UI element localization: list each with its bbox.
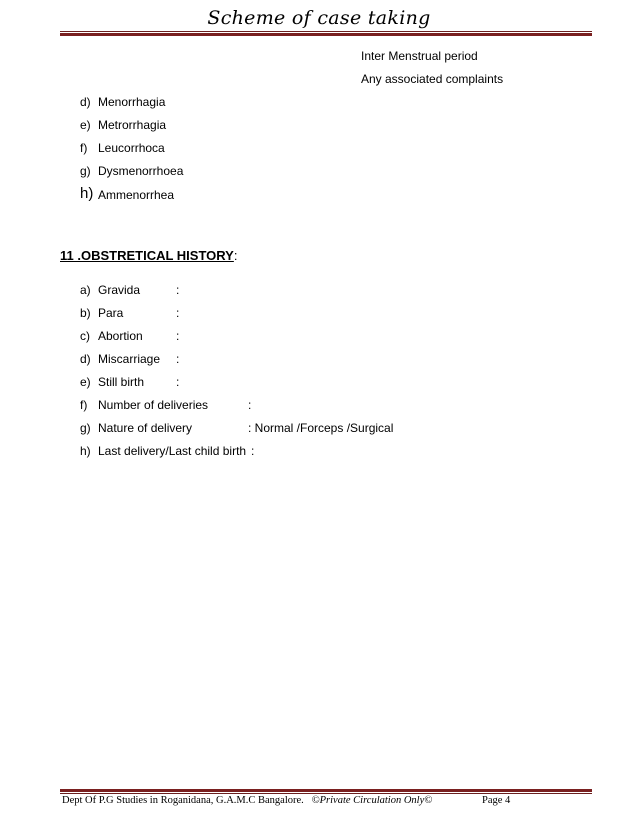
field-colon: :: [176, 283, 180, 297]
list-marker: f): [80, 141, 88, 155]
list-marker: b): [80, 306, 91, 320]
list-marker: d): [80, 95, 91, 109]
list-item: Menorrhagia: [98, 95, 166, 109]
list-item: Ammenorrhea: [98, 188, 175, 202]
inter-menstrual-period: Inter Menstrual period: [361, 49, 478, 63]
list-item: Metrorrhagia: [98, 118, 167, 132]
section-title-text: 11 .OBSTRETICAL HISTORY: [60, 248, 234, 263]
list-marker: c): [80, 329, 90, 343]
list-item: Abortion: [98, 329, 143, 343]
list-marker: a): [80, 283, 91, 297]
header-rule-thin: [60, 31, 592, 32]
field-colon: :: [176, 329, 180, 343]
section-title-colon: :: [233, 248, 238, 263]
list-marker: h): [80, 444, 91, 458]
field-colon: :: [251, 444, 255, 458]
list-item: Para: [98, 306, 124, 320]
list-marker: d): [80, 352, 91, 366]
header-rule-thick: [60, 33, 592, 36]
list-marker: h): [80, 185, 94, 202]
list-item: Dysmenorrhoea: [98, 164, 184, 178]
footer-rule-thin: [60, 793, 592, 794]
list-marker: g): [80, 421, 91, 435]
field-colon: : Normal /Forceps /Surgical: [248, 421, 394, 435]
list-item: Leucorrhoca: [98, 141, 165, 155]
page-number: Page 4: [482, 795, 511, 806]
field-colon: :: [176, 306, 180, 320]
footer-circulation: ©Private Circulation Only©: [311, 795, 433, 806]
list-item: Miscarriage: [98, 352, 161, 366]
page-header-title: Scheme of case taking: [207, 7, 431, 29]
list-marker: e): [80, 118, 91, 132]
list-item: Last delivery/Last child birth: [98, 444, 247, 458]
list-marker: g): [80, 164, 91, 178]
list-marker: f): [80, 398, 88, 412]
field-colon: :: [248, 398, 252, 412]
footer-text: [62, 795, 432, 806]
field-colon: :: [176, 352, 180, 366]
list-item: Nature of delivery: [98, 421, 193, 435]
obstetric-history-heading: [60, 248, 237, 263]
list-item: Number of deliveries: [98, 398, 209, 412]
footer-rule-thick: [60, 789, 592, 792]
list-marker: e): [80, 375, 91, 389]
list-item: Still birth: [98, 375, 145, 389]
associated-complaints: Any associated complaints: [361, 72, 504, 86]
list-item: Gravida: [98, 283, 141, 297]
field-colon: :: [176, 375, 180, 389]
footer-dept: Dept Of P.G Studies in Roganidana, G.A.M.C Bangalore.: [62, 795, 304, 806]
